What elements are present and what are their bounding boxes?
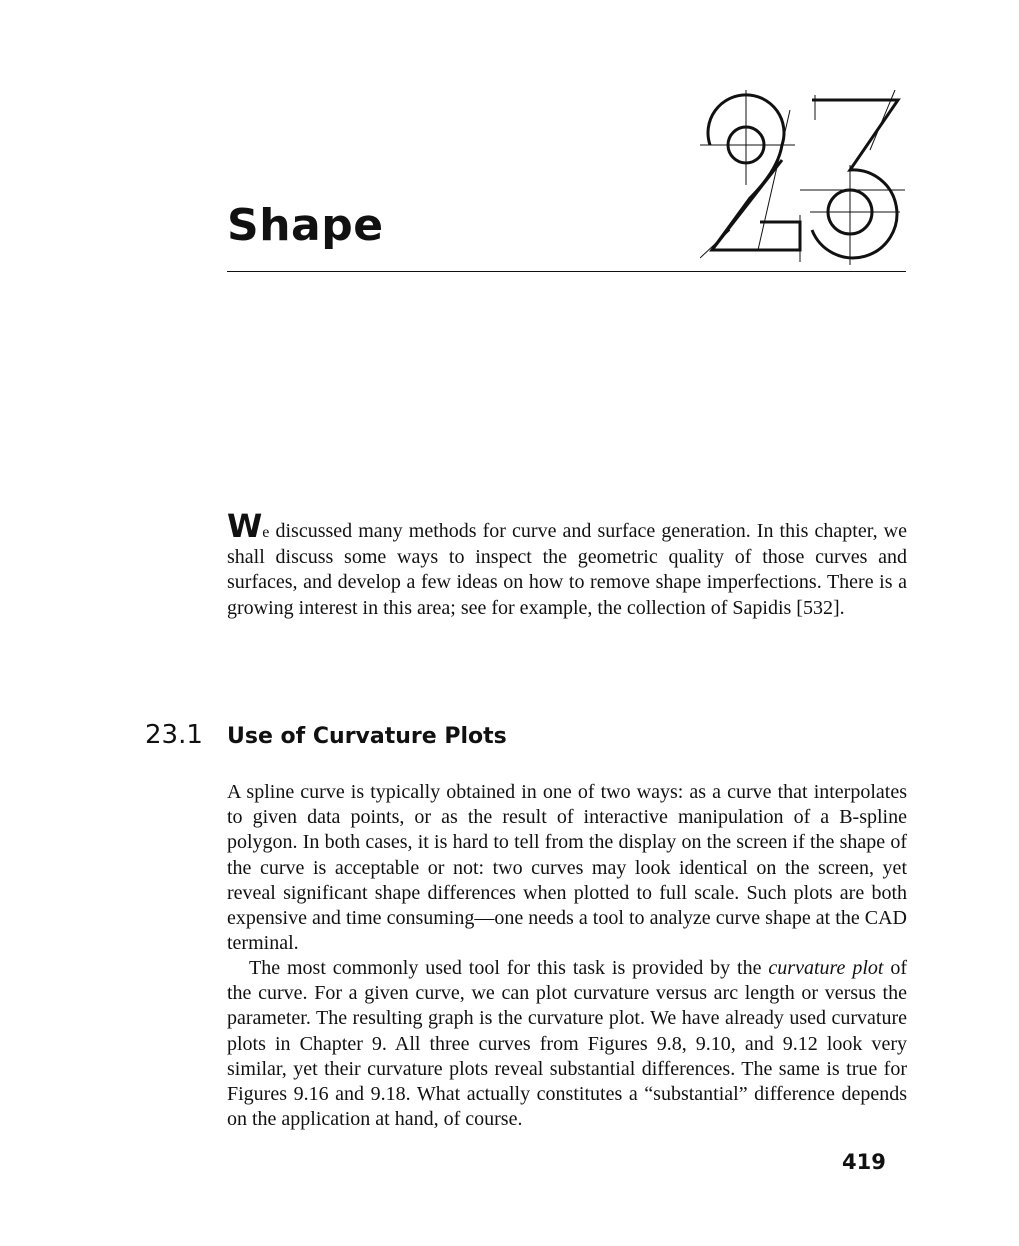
chapter-number-drawing: [700, 90, 910, 270]
dropcap-rest: e: [262, 524, 270, 541]
chapter-title-rule: [227, 271, 906, 272]
chapter-number-graphic: [700, 90, 910, 265]
paragraph-2-text-before: The most commonly used tool for this task is provided by the: [249, 957, 769, 979]
emphasis-curvature-plot: curvature plot: [768, 957, 884, 979]
paragraph-2-text-after: of the curve. For a given curve, we can plot curvature versus arc length or versus the parameter. The resulting graph is the curvature plot. We have already used curvature plots in Chapter 9. All three curves from Figures 9.8, 9.10, and 9.12 look very similar, yet their curvature plots reveal substantial differences. The same is true for Figures 9.16 and 9.18. What actually constitutes a “substantial” difference depends on the application at hand, of course.: [227, 957, 907, 1131]
intro-paragraph: [227, 507, 907, 621]
chapter-title: Shape: [227, 200, 384, 251]
section-heading: [145, 720, 905, 750]
body-paragraph-2: [227, 956, 907, 1132]
page-number: 419: [842, 1150, 886, 1174]
intro-text: discussed many methods for curve and surface generation. In this chapter, we shall discuss some ways to inspect the geometric quality of those curves and surfaces, and develop a few ideas on how to remove shape imperfections. There is a growing interest in this area; see for example, the collection of Sapidis [532].: [227, 520, 907, 619]
dropcap-letter: W: [227, 507, 263, 545]
section-number: 23.1: [145, 720, 203, 750]
section-title: Use of Curvature Plots: [227, 724, 507, 749]
body-paragraph-1: A spline curve is typically obtained in one of two ways: as a curve that interpolates to given data points, or as the result of interactive manipulation of a B-spline polygon. In both cases, it is hard to tell from the display on the screen if the shape of the curve is acceptable or not: two curves may look identical on the screen, yet reveal significant shape differences when plotted to full scale. Such plots are both expensive and time consuming—one needs a tool to analyze curve shape at the CAD terminal.: [227, 781, 907, 955]
